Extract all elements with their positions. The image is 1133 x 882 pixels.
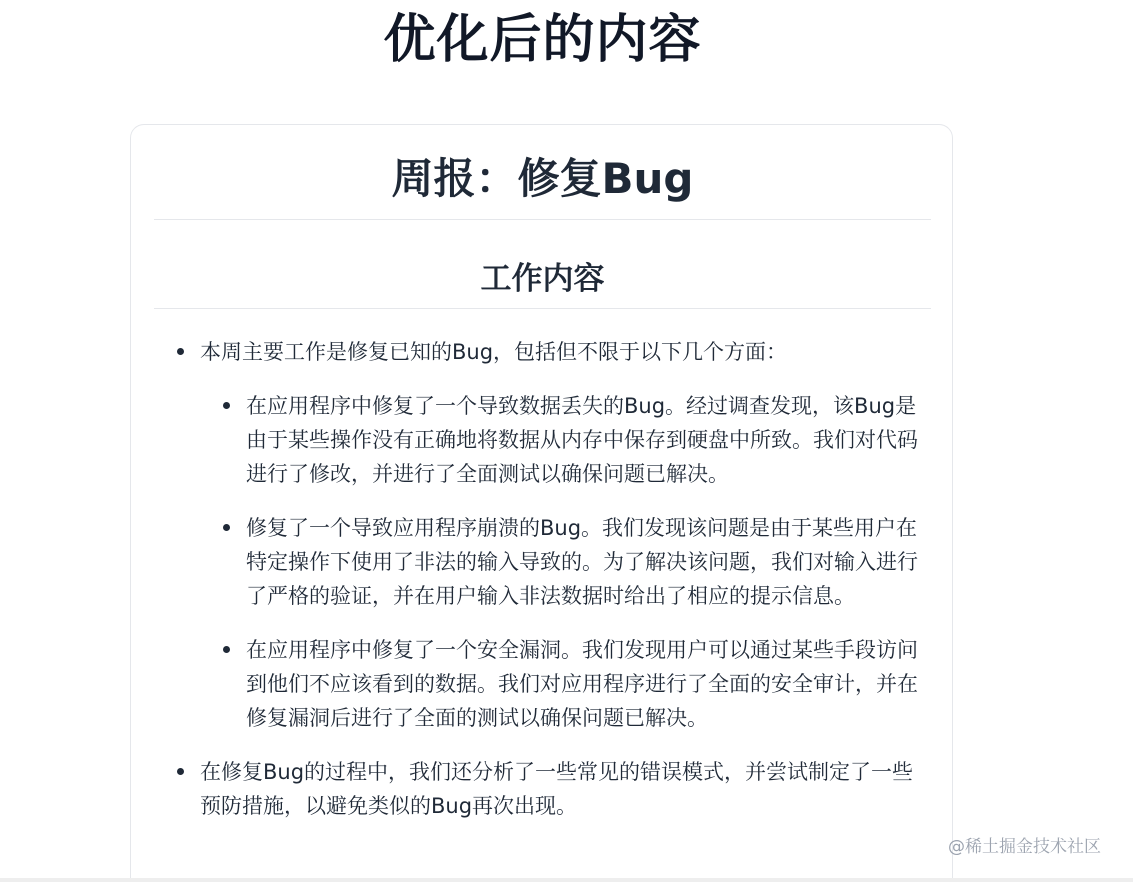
- bullet-icon: [223, 524, 230, 531]
- list-item-text: 在修复Bug的过程中，我们还分析了一些常见的错误模式，并尝试制定了一些预防措施，以避免类似的Bug再次出现。: [200, 760, 914, 818]
- page-title: 优化后的内容: [383, 10, 702, 70]
- sub-list-item: [219, 389, 933, 491]
- work-list: [173, 335, 933, 823]
- sub-list-item-text: 修复了一个导致应用程序崩溃的Bug。我们发现该问题是由于某些用户在特定操作下使用了非法的输入导致的。为了解决该问题，我们对输入进行了严格的验证，并在用户输入非法数据时给出了相应的提示信息。: [246, 516, 918, 608]
- list-item-text: 本周主要工作是修复已知的Bug，包括但不限于以下几个方面：: [200, 340, 788, 364]
- bullet-icon: [223, 402, 230, 409]
- sub-list-item: [219, 511, 933, 613]
- bottom-scrollbar-track: [0, 878, 1133, 882]
- sub-list-item: [219, 633, 933, 735]
- section-title: 工作内容: [480, 261, 605, 297]
- bullet-icon: [223, 646, 230, 653]
- sub-list: [200, 389, 933, 735]
- bullet-icon: [177, 348, 184, 355]
- sub-list-item-text: 在应用程序中修复了一个导致数据丢失的Bug。经过调查发现，该Bug是由于某些操作没有正确地将数据从内存中保存到硬盘中所致。我们对代码进行了修改，并进行了全面测试以确保问题已解决。: [246, 394, 918, 486]
- report-title: 周报：修复Bug: [391, 154, 694, 203]
- bullet-icon: [177, 768, 184, 775]
- list-item: [173, 755, 933, 823]
- watermark: @稀土掘金技术社区: [948, 837, 1101, 857]
- report-card: [130, 124, 953, 882]
- list-item: [173, 335, 933, 735]
- title-divider: [154, 219, 931, 220]
- section-divider: [154, 308, 931, 309]
- sub-list-item-text: 在应用程序中修复了一个安全漏洞。我们发现用户可以通过某些手段访问到他们不应该看到的数据。我们对应用程序进行了全面的安全审计，并在修复漏洞后进行了全面的测试以确保问题已解决。: [246, 638, 918, 730]
